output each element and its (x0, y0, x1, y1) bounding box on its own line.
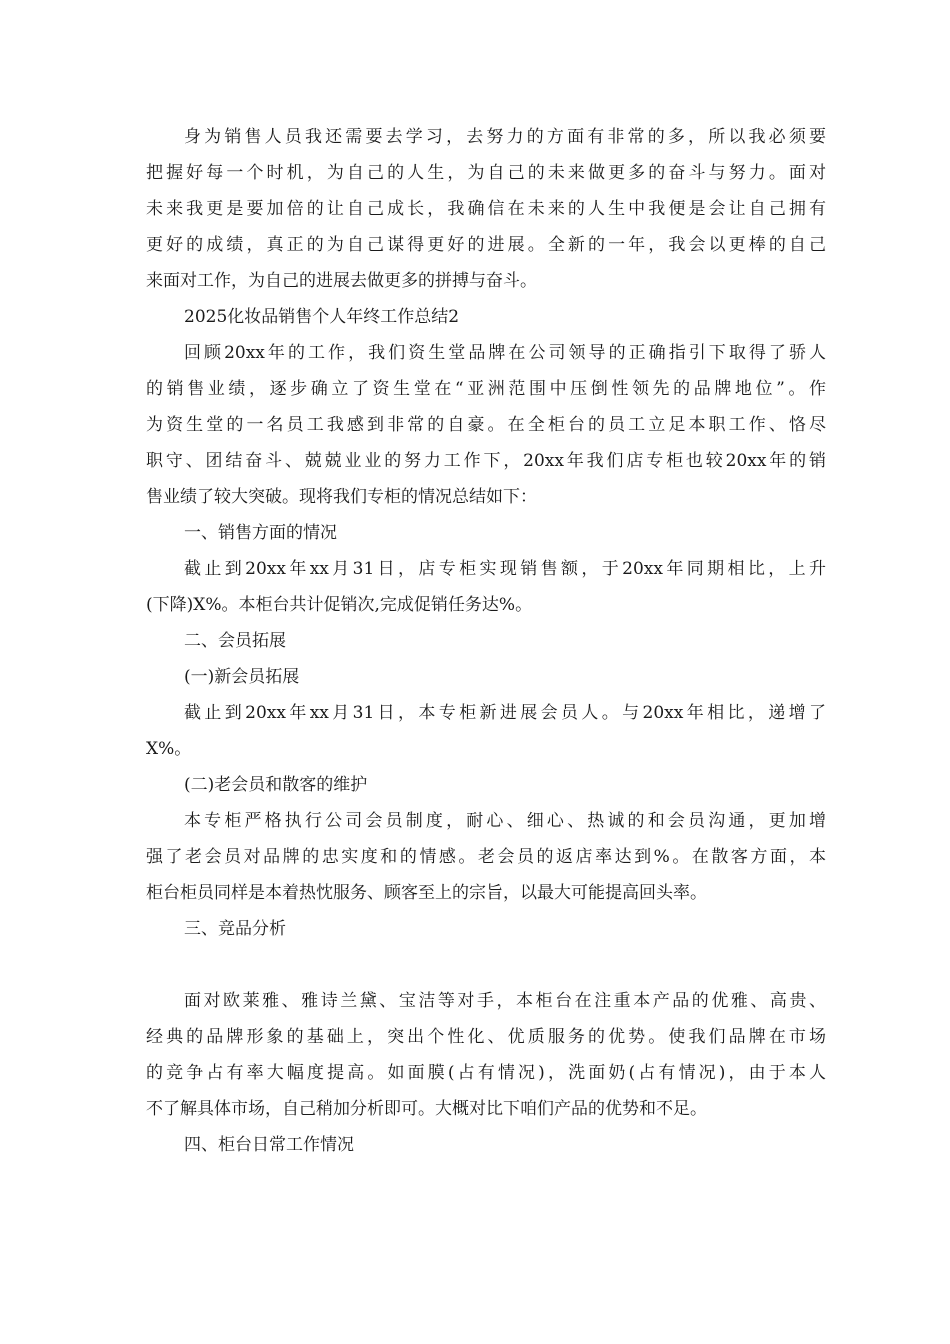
paragraph-line: 回顾20xx年的工作，我们资生堂品牌在公司领导的正确指引下取得了骄人 (184, 343, 826, 363)
paragraph-line: 职守、团结奋斗、兢兢业业的努力工作下，20xx年我们店专柜也较20xx年的销 (146, 451, 826, 471)
paragraph-line: 的竞争占有率大幅度提高。如面膜(占有情况)，洗面奶(占有情况)，由于本人 (146, 1063, 826, 1083)
paragraph-line: 不了解具体市场，自己稍加分析即可。大概对比下咱们产品的优势和不足。 (146, 1099, 707, 1119)
paragraph-line: (下降)X%。本柜台共计促销次,完成促销任务达%。 (146, 595, 533, 615)
subheading-new-members: (一)新会员拓展 (184, 667, 300, 687)
heading-daily-work: 四、柜台日常工作情况 (184, 1135, 354, 1155)
paragraph-line: 身为销售人员我还需要去学习，去努力的方面有非常的多，所以我必须要 (184, 127, 826, 147)
paragraph-line: 经典的品牌形象的基础上，突出个性化、优质服务的优势。使我们品牌在市场 (146, 1027, 826, 1047)
paragraph-line: 本专柜严格执行公司会员制度，耐心、细心、热诚的和会员沟通，更加增 (184, 811, 826, 831)
paragraph-line: 截止到20xx年xx月31日，本专柜新进展会员人。与20xx年相比，递增了 (184, 703, 826, 723)
paragraph-line: 截止到20xx年xx月31日，店专柜实现销售额，于20xx年同期相比，上升 (184, 559, 826, 579)
paragraph-line: 柜台柜员同样是本着热忱服务、顾客至上的宗旨，以最大可能提高回头率。 (146, 883, 707, 903)
paragraph-line: 为资生堂的一名员工我感到非常的自豪。在全柜台的员工立足本职工作、恪尽 (146, 415, 826, 435)
paragraph-line: 的销售业绩，逐步确立了资生堂在“亚洲范围中压倒性领先的品牌地位”。作 (146, 379, 826, 399)
paragraph-line: 把握好每一个时机，为自己的人生，为自己的未来做更多的奋斗与努力。面对 (146, 163, 826, 183)
paragraph-line: 来面对工作，为自己的进展去做更多的拼搏与奋斗。 (146, 271, 537, 291)
section-title: 2025化妆品销售个人年终工作总结2 (184, 307, 460, 327)
paragraph-line: 面对欧莱雅、雅诗兰黛、宝洁等对手，本柜台在注重本产品的优雅、高贵、 (184, 991, 826, 1011)
paragraph-line: 未来我更是要加倍的让自己成长，我确信在未来的人生中我便是会让自己拥有 (146, 199, 826, 219)
subheading-old-members: (二)老会员和散客的维护 (184, 775, 368, 795)
paragraph-line: X%。 (146, 739, 192, 759)
heading-competitors: 三、竞品分析 (184, 919, 286, 939)
heading-members: 二、会员拓展 (184, 631, 286, 651)
paragraph-line: 售业绩了较大突破。现将我们专柜的情况总结如下： (146, 487, 537, 507)
paragraph-line: 强了老会员对品牌的忠实度和的情感。老会员的返店率达到%。在散客方面，本 (146, 847, 826, 867)
paragraph-line: 更好的成绩，真正的为自己谋得更好的进展。全新的一年，我会以更棒的自己 (146, 235, 826, 255)
heading-sales: 一、销售方面的情况 (184, 523, 337, 543)
